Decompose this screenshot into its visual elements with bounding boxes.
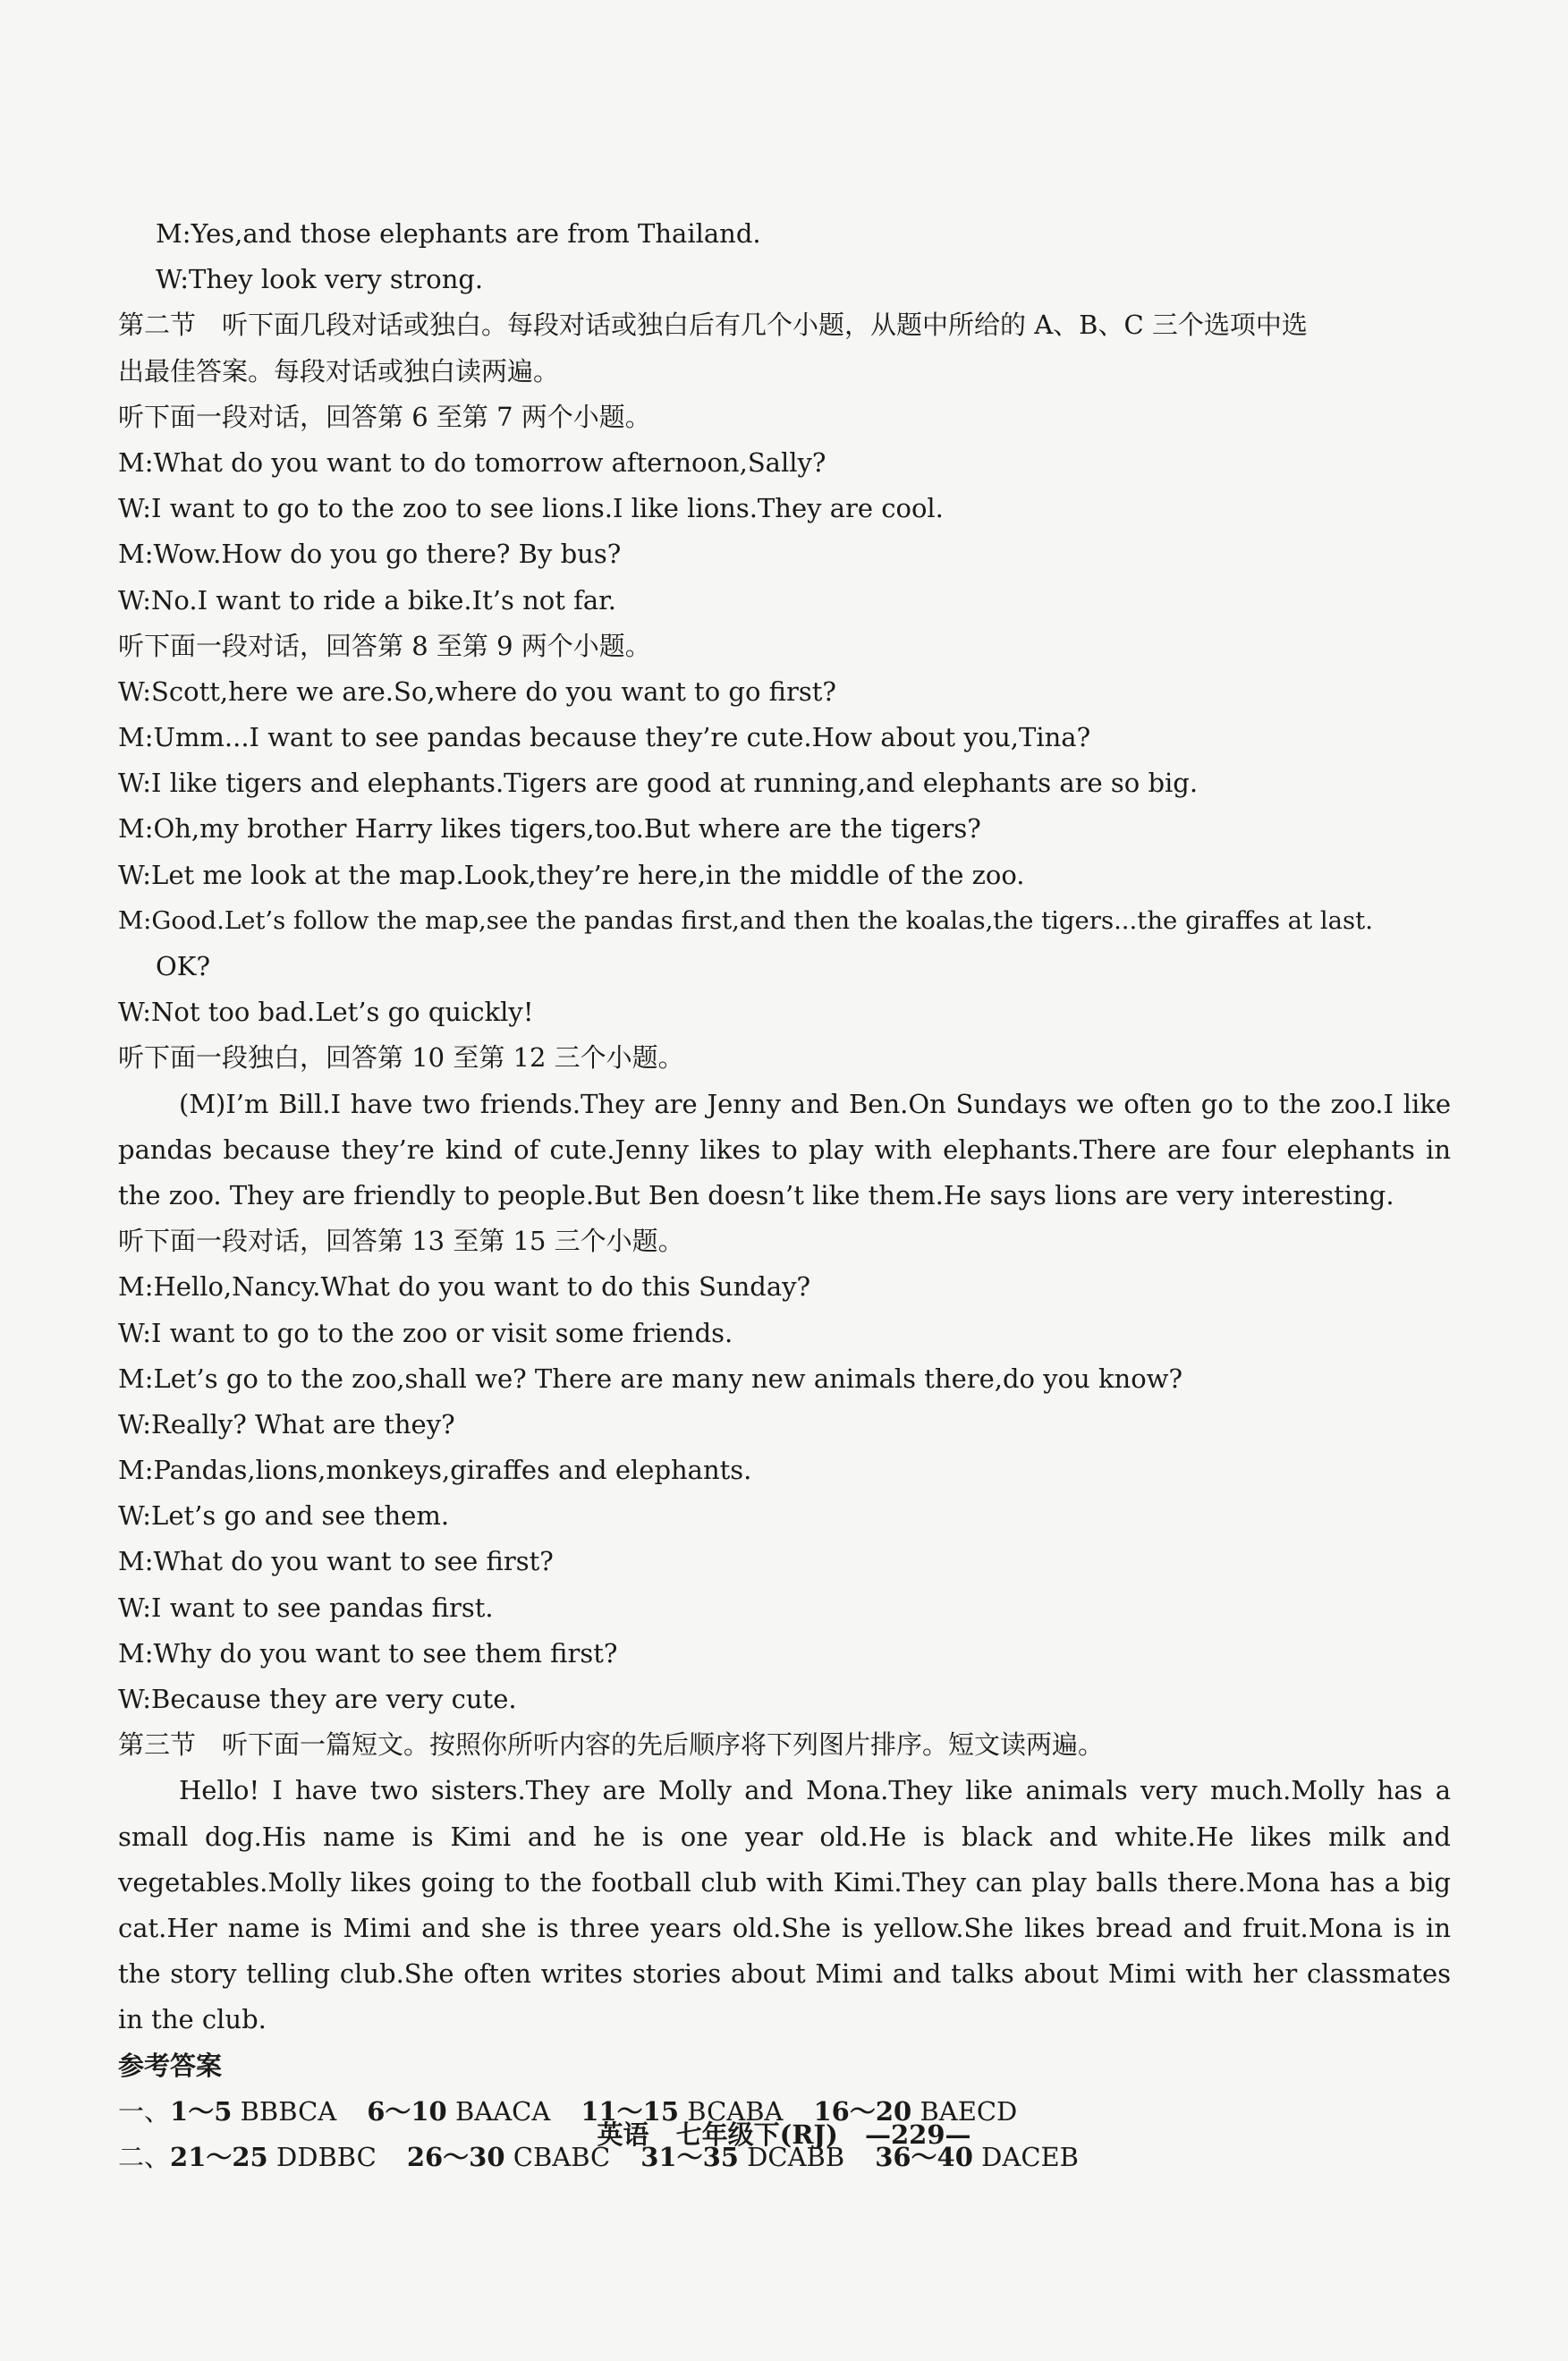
answer-group: 31～35 DCABB xyxy=(640,2142,845,2173)
section2-heading: 第二节 听下面几段对话或独白。每段对话或独白后有几个小题，从题中所给的 A、B、C 三个选项中选 xyxy=(118,310,1308,341)
page-number: —229— xyxy=(864,2119,971,2150)
dialog-line: M:Good.Let’s follow the map,see the pandas first,and then the koalas,the tigers...the giraffes at last. xyxy=(118,905,1373,935)
dialog-line: W:I like tigers and elephants.Tigers are good at running,and elephants are so big. xyxy=(118,768,1199,799)
dialog-line: W:Not too bad.Let’s go quickly! xyxy=(118,997,534,1028)
dialog-line: M:What do you want to do tomorrow afternoon,Sally? xyxy=(118,446,826,478)
page-footer xyxy=(0,2115,1568,2152)
dialog-line: M:Oh,my brother Harry likes tigers,too.But where are the tigers? xyxy=(118,813,981,845)
answer-group: 1～5 BBBCA xyxy=(170,2095,337,2127)
answer-group: 36～40 DACEB xyxy=(875,2142,1079,2173)
answer-group: 6～10 BAACA xyxy=(367,2095,551,2127)
dialog-line: M:Let’s go to the zoo,shall we? There are many new animals there,do you know? xyxy=(118,1363,1183,1394)
dialog-line-continuation: OK? xyxy=(156,951,210,981)
section3-text: Hello! I have two sisters.They are Molly and Mona.They like animals very much.Molly has a small dog.His name is Kimi and he is one year old.He is black and white.He likes milk and vegetables.Molly likes going to the football club with Kimi.They can play balls there.Mona has a big cat.Her name is Mimi and she is three years old.She is yellow.She likes bread and fruit.Mona is in the story telling club.She often writes stories about Mimi and talks about Mimi with her classmates in the club. xyxy=(118,1775,1451,2035)
dialog-line: M:Yes,and those elephants are from Thailand. xyxy=(156,218,761,249)
answer-group: 26～30 CBABC xyxy=(406,2142,611,2173)
dialog-line: W:Because they are very cute. xyxy=(118,1684,517,1715)
dialog-line: M:Hello,Nancy.What do you want to do this Sunday? xyxy=(118,1271,811,1303)
dialog-line: W:Scott,here we are.So,where do you want to go first? xyxy=(118,675,836,707)
dialog2-intro: 听下面一段对话，回答第 8 至第 9 两个小题。 xyxy=(118,630,651,661)
dialog-line: M:What do you want to see first? xyxy=(118,1546,554,1577)
dialog-line: W:I want to see pandas first. xyxy=(118,1592,494,1623)
answers-title: 参考答案 xyxy=(118,2050,223,2081)
dialog-line: M:Umm...I want to see pandas because they’re cute.How about you,Tina? xyxy=(118,722,1091,753)
page-content xyxy=(118,211,1451,2180)
dialog-line: M:Pandas,lions,monkeys,giraffes and elephants. xyxy=(118,1455,752,1486)
dialog-line: W:They look very strong. xyxy=(156,264,484,295)
dialog3-intro: 听下面一段对话，回答第 13 至第 15 三个小题。 xyxy=(118,1226,684,1257)
dialog1-intro: 听下面一段对话，回答第 6 至第 7 两个小题。 xyxy=(118,401,651,432)
section3-heading: 第三节 听下面一篇短文。按照你所听内容的先后顺序将下列图片排序。短文读两遍。 xyxy=(118,1729,1105,1761)
dialog-line: W:Let me look at the map.Look,they’re here,in the middle of the zoo. xyxy=(118,859,1025,890)
answer-group: 16～20 BAECD xyxy=(813,2095,1018,2127)
dialog-line: W:Let’s go and see them. xyxy=(118,1500,450,1532)
dialog-line: W:I want to go to the zoo to see lions.I like lions.They are cool. xyxy=(118,493,944,524)
monologue-text: (M)I’m Bill.I have two friends.They are Jenny and Ben.On Sundays we often go to the zoo.I like pandas because they’re kind of cute.Jenny likes to play with elephants.There are four elephants in the zoo. They are friendly to people.But Ben doesn’t like them.He says lions are very interesting. xyxy=(118,1088,1451,1210)
dialog-line: W:No.I want to ride a bike.It’s not far. xyxy=(118,584,617,616)
answer-group: 21～25 DDBBC xyxy=(170,2142,377,2173)
dialog-line: W:I want to go to the zoo or visit some friends. xyxy=(118,1317,733,1348)
answer-group: 11～15 BCABA xyxy=(581,2095,784,2127)
dialog-line: W:Really? What are they? xyxy=(118,1408,455,1440)
dialog-line: M:Why do you want to see them first? xyxy=(118,1637,618,1669)
answer-prefix: 二、 xyxy=(118,2142,171,2173)
dialog-line: M:Wow.How do you go there? By bus? xyxy=(118,539,622,570)
section2-heading-cont: 出最佳答案。每段对话或独白读两遍。 xyxy=(118,355,560,386)
answer-prefix: 一、 xyxy=(118,2095,171,2127)
monologue-intro: 听下面一段独白，回答第 10 至第 12 三个小题。 xyxy=(118,1042,684,1074)
footer-grade: 七年级下(RJ) xyxy=(675,2119,838,2150)
footer-subject: 英语 xyxy=(597,2119,649,2150)
